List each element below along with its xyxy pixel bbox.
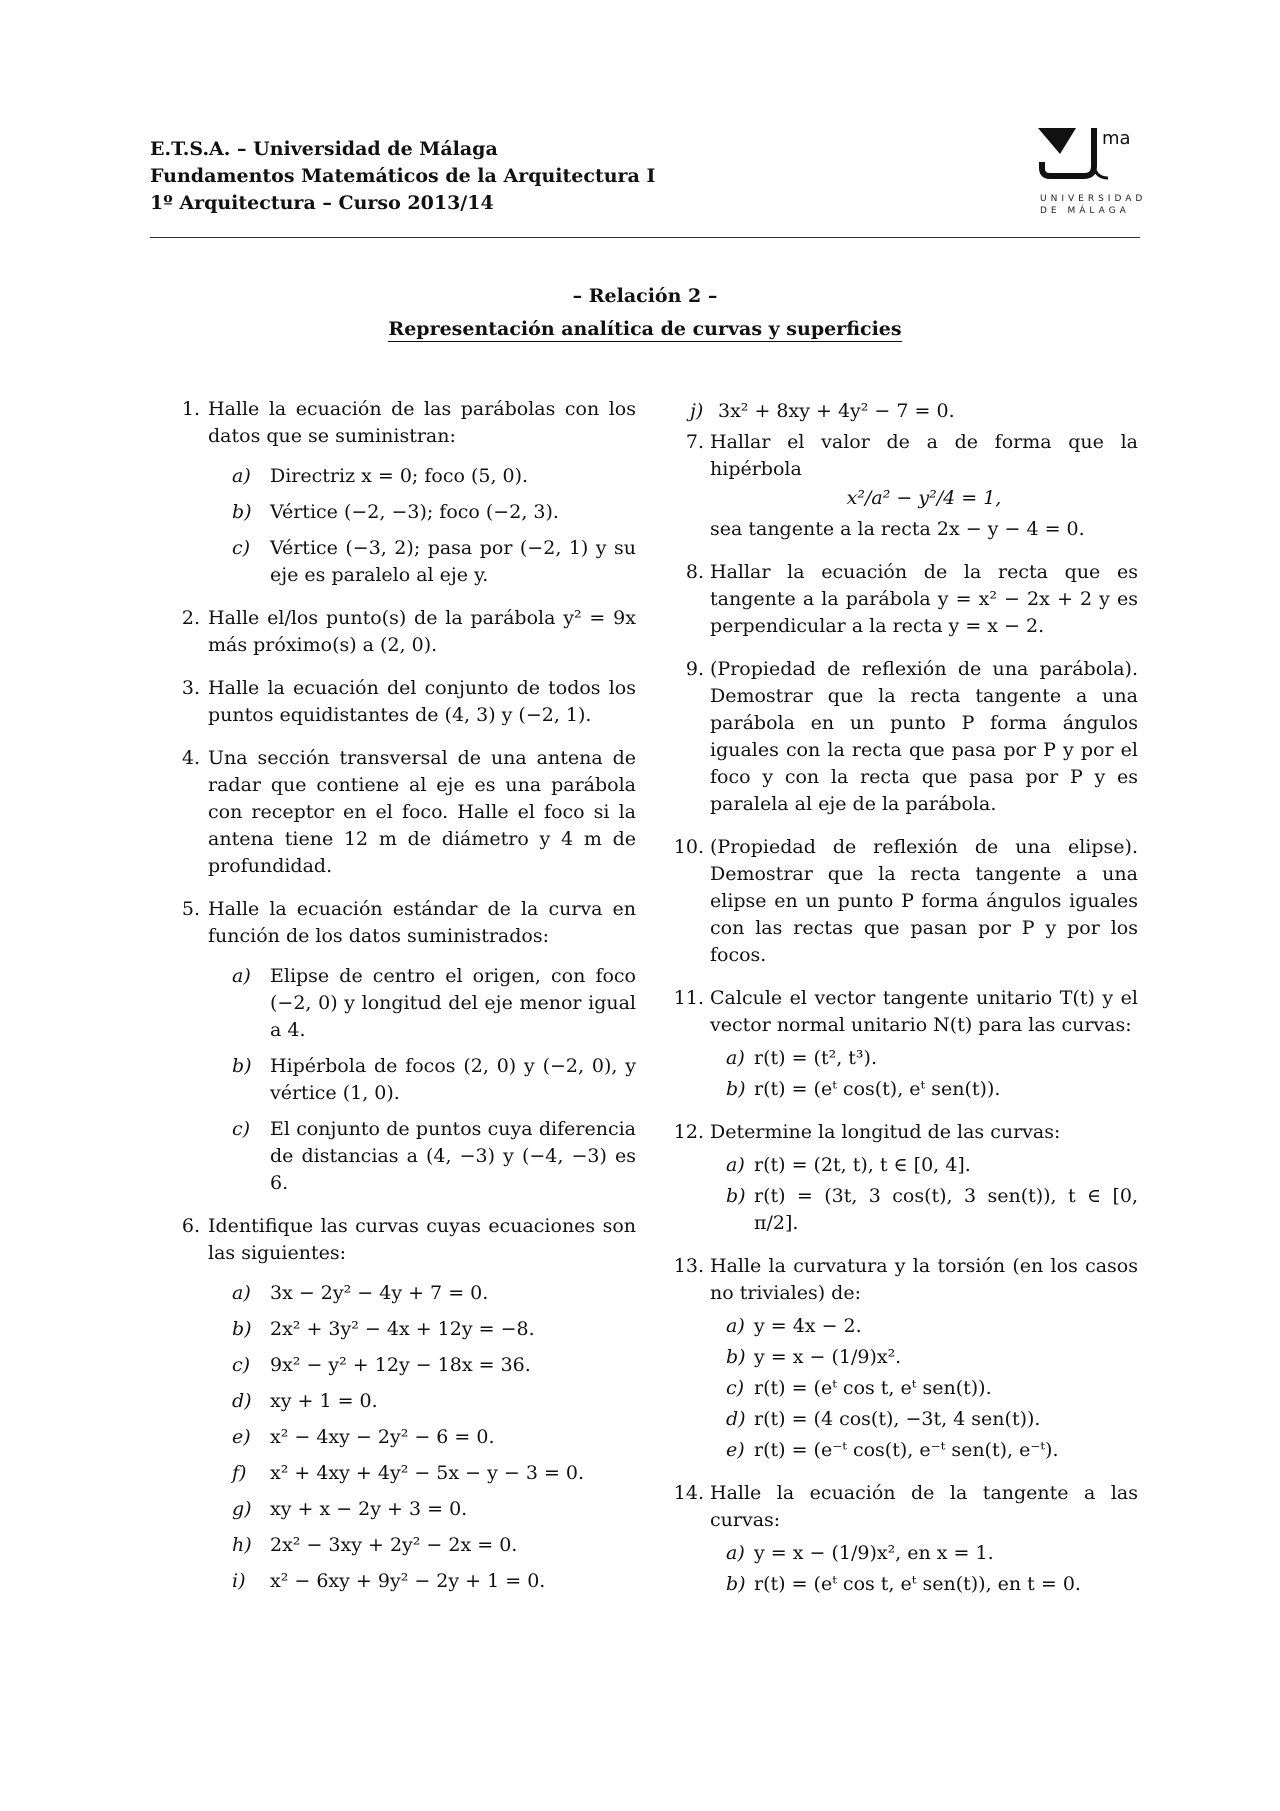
exercise-text: Halle la ecuación estándar de la curva en función de los datos suministrados:: [208, 898, 636, 947]
relacion-title: – Relación 2 –: [572, 285, 718, 307]
exercise-13: [668, 1253, 1138, 1464]
sub-label: e): [726, 1439, 745, 1461]
exercise-14: [668, 1480, 1138, 1598]
sub-item: [208, 499, 636, 526]
exercise-5: [172, 896, 636, 1197]
exercise-6: [172, 1213, 636, 1595]
exercise-text: (Propiedad de reflexión de una parábola). Demostrar que la recta tangente a una parábola en un punto P forma ángulos iguales con la recta que pasa por P y por el foco y con la recta que pasa por P y es paralela al eje de la parábola.: [710, 658, 1138, 815]
exercise-number: 12.: [673, 1121, 704, 1143]
sub-text: Vértice (−3, 2); pasa por (−2, 1) y su eje es paralelo al eje y.: [270, 537, 636, 586]
sub-item: [710, 1076, 1138, 1103]
sub-item: [710, 1571, 1138, 1598]
logo-caption: [1040, 193, 1146, 217]
sub-text: xy + 1 = 0.: [270, 1390, 378, 1412]
sub-text: y = 4x − 2.: [754, 1315, 862, 1337]
sub-item: [710, 1152, 1138, 1179]
exercise-10: [668, 834, 1138, 969]
sub-label: b): [726, 1185, 746, 1207]
sub-text: Vértice (−2, −3); foco (−2, 3).: [270, 501, 559, 523]
exercise-text: Halle el/los punto(s) de la parábola y² = 9x más próximo(s) a (2, 0).: [208, 607, 636, 656]
sub-text: r(t) = (3t, 3 cos(t), 3 sen(t)), t ∈ [0, π/2].: [754, 1185, 1138, 1234]
sub-item: [208, 1568, 636, 1595]
sub-item: [710, 1183, 1138, 1237]
exercise-number: 6.: [181, 1215, 200, 1237]
exercise-number: 9.: [685, 658, 704, 680]
sub-item: [208, 535, 636, 589]
exercise-text: Hallar el valor de a de forma que la hipérbola: [710, 431, 1138, 480]
sub-text: El conjunto de puntos cuya diferencia de distancias a (4, −3) y (−4, −3) es 6.: [270, 1118, 636, 1194]
logo-caption-line1: UNIVERSIDAD: [1040, 194, 1147, 204]
sub-label: b): [232, 1318, 252, 1340]
sub-item: [710, 1313, 1138, 1340]
document-header: [150, 136, 655, 217]
sub-label: a): [726, 1542, 745, 1564]
sub-item: [208, 1280, 636, 1307]
exercise-number: 2.: [181, 607, 200, 629]
page-subtitle: [150, 318, 1140, 340]
sub-label: c): [726, 1377, 745, 1399]
sub-text: r(t) = (4 cos(t), −3t, 4 sen(t)).: [754, 1408, 1041, 1430]
sub-label: h): [232, 1534, 252, 1556]
logo-mark-text: ma: [1102, 128, 1131, 149]
sub-item: [710, 1406, 1138, 1433]
sub-label: a): [232, 465, 251, 487]
sub-item: [208, 1460, 636, 1487]
exercise-number: 8.: [685, 561, 704, 583]
sub-label: b): [232, 1055, 252, 1077]
sub-label: b): [232, 501, 252, 523]
exercise-text: Halle la ecuación del conjunto de todos los puntos equidistantes de (4, 3) y (−2, 1).: [208, 677, 636, 726]
exercise-8: [668, 559, 1138, 640]
exercise-2: [172, 605, 636, 659]
sub-item: [208, 1388, 636, 1415]
sub-label: d): [232, 1390, 252, 1412]
exercise-number: 13.: [673, 1255, 704, 1277]
sub-label: a): [726, 1154, 745, 1176]
sub-item: [208, 1316, 636, 1343]
sub-label: a): [232, 965, 251, 987]
sub-label: i): [232, 1570, 246, 1592]
exercise-number: 1.: [181, 398, 200, 420]
exercise-text: Halle la ecuación de la tangente a las curvas:: [710, 1482, 1138, 1531]
sub-item: [710, 1540, 1138, 1567]
exercise-text: Calcule el vector tangente unitario T(t) y el vector normal unitario N(t) para las curvas:: [710, 987, 1138, 1036]
sub-label: d): [726, 1408, 746, 1430]
sub-text: x² − 4xy − 2y² − 6 = 0.: [270, 1426, 495, 1448]
sub-text: y = x − (1/9)x², en x = 1.: [754, 1542, 994, 1564]
sub-text: 2x² + 3y² − 4x + 12y = −8.: [270, 1318, 535, 1340]
header-institution: E.T.S.A. – Universidad de Málaga: [150, 138, 498, 160]
sub-item: [208, 963, 636, 1044]
sub-label: b): [726, 1573, 746, 1595]
sub-text: r(t) = (eᵗ cos(t), eᵗ sen(t)).: [754, 1078, 1001, 1100]
sub-text: y = x − (1/9)x².: [754, 1346, 902, 1368]
exercise-6-continued: [668, 398, 1138, 425]
exercise-text: Una sección transversal de una antena de radar que contiene al eje es una parábola con receptor en el foco. Halle el foco si la antena tiene 12 m de diámetro y 4 m de profundidad.: [208, 747, 636, 877]
right-column: [668, 396, 1138, 1614]
sub-text: x² + 4xy + 4y² − 5x − y − 3 = 0.: [270, 1462, 585, 1484]
sub-text: xy + x − 2y + 3 = 0.: [270, 1498, 468, 1520]
exercise-number: 14.: [673, 1482, 704, 1504]
exercise-text-after: sea tangente a la recta 2x − y − 4 = 0.: [710, 518, 1085, 540]
sub-text: r(t) = (eᵗ cos t, eᵗ sen(t)), en t = 0.: [754, 1573, 1081, 1595]
sub-text: r(t) = (t², t³).: [754, 1047, 877, 1069]
sub-item: [208, 1116, 636, 1197]
exercise-number: 7.: [685, 431, 704, 453]
sub-item: [208, 463, 636, 490]
sub-item: [208, 1532, 636, 1559]
exercise-number: 10.: [673, 836, 704, 858]
sub-text: 3x² + 8xy + 4y² − 7 = 0.: [718, 400, 955, 422]
exercise-number: 5.: [181, 898, 200, 920]
sub-text: 9x² − y² + 12y − 18x = 36.: [270, 1354, 531, 1376]
sub-item: [208, 1424, 636, 1451]
exercise-11: [668, 985, 1138, 1103]
header-divider: [150, 237, 1140, 238]
exercise-4: [172, 745, 636, 880]
exercise-text: Determine la longitud de las curvas:: [710, 1121, 1061, 1143]
sub-label: a): [726, 1315, 745, 1337]
sub-item: [710, 1045, 1138, 1072]
sub-label: g): [232, 1498, 252, 1520]
sub-item: [208, 1496, 636, 1523]
exercise-number: 4.: [181, 747, 200, 769]
sub-item: [710, 1344, 1138, 1371]
exercise-12: [668, 1119, 1138, 1237]
sub-label: a): [232, 1282, 251, 1304]
sub-label: a): [726, 1047, 745, 1069]
sub-label: e): [232, 1426, 251, 1448]
exercise-text: (Propiedad de reflexión de una elipse). Demostrar que la recta tangente a una elipse en un punto P forma ángulos iguales con las rectas que pasan por P y por los focos.: [710, 836, 1138, 966]
header-course-year: 1º Arquitectura – Curso 2013/14: [150, 192, 494, 214]
sub-label: c): [232, 1354, 251, 1376]
sub-item: [710, 1375, 1138, 1402]
logo-caption-line2: DE MÁLAGA: [1040, 206, 1130, 216]
sub-label: f): [232, 1462, 247, 1484]
header-course-name: Fundamentos Matemáticos de la Arquitectura I: [150, 165, 656, 187]
exercise-text: Identifique las curvas cuyas ecuaciones son las siguientes:: [208, 1215, 636, 1264]
sub-text: x² − 6xy + 9y² − 2y + 1 = 0.: [270, 1570, 546, 1592]
exercise-9: [668, 656, 1138, 818]
left-column: [172, 396, 636, 1611]
sub-item: [208, 1053, 636, 1107]
page-subtitle-text: Representación analítica de curvas y superficies: [388, 318, 902, 340]
sub-text: Hipérbola de focos (2, 0) y (−2, 0), y vértice (1, 0).: [270, 1055, 636, 1104]
sub-text: r(t) = (eᵗ cos t, eᵗ sen(t)).: [754, 1377, 992, 1399]
exercise-text: Halle la ecuación de las parábolas con los datos que se suministran:: [208, 398, 636, 447]
exercise-7: [668, 429, 1138, 543]
exercise-text: Hallar la ecuación de la recta que es tangente a la parábola y = x² − 2x + 2 y es perpendicular a la recta y = x − 2.: [710, 561, 1138, 637]
exercise-1: [172, 396, 636, 589]
exercise-number: 3.: [181, 677, 200, 699]
sub-item: [710, 1437, 1138, 1464]
sub-label: b): [726, 1346, 746, 1368]
sub-text: r(t) = (e⁻ᵗ cos(t), e⁻ᵗ sen(t), e⁻ᵗ).: [754, 1439, 1059, 1461]
sub-label: c): [232, 537, 251, 559]
hyperbola-equation: x²/a² − y²/4 = 1,: [846, 487, 1002, 509]
sub-text: 3x − 2y² − 4y + 7 = 0.: [270, 1282, 489, 1304]
sub-label: c): [232, 1118, 251, 1140]
sub-text: r(t) = (2t, t), t ∈ [0, 4].: [754, 1154, 971, 1176]
exercise-3: [172, 675, 636, 729]
exercise-number: 11.: [673, 987, 704, 1009]
sub-label: j): [690, 400, 704, 422]
sub-item: [208, 1352, 636, 1379]
sub-label: b): [726, 1078, 746, 1100]
sub-text: 2x² − 3xy + 2y² − 2x = 0.: [270, 1534, 518, 1556]
exercise-text: Halle la curvatura y la torsión (en los casos no triviales) de:: [710, 1255, 1138, 1304]
sub-text: Elipse de centro el origen, con foco (−2, 0) y longitud del eje menor igual a 4.: [270, 965, 636, 1041]
sub-text: Directriz x = 0; foco (5, 0).: [270, 465, 529, 487]
